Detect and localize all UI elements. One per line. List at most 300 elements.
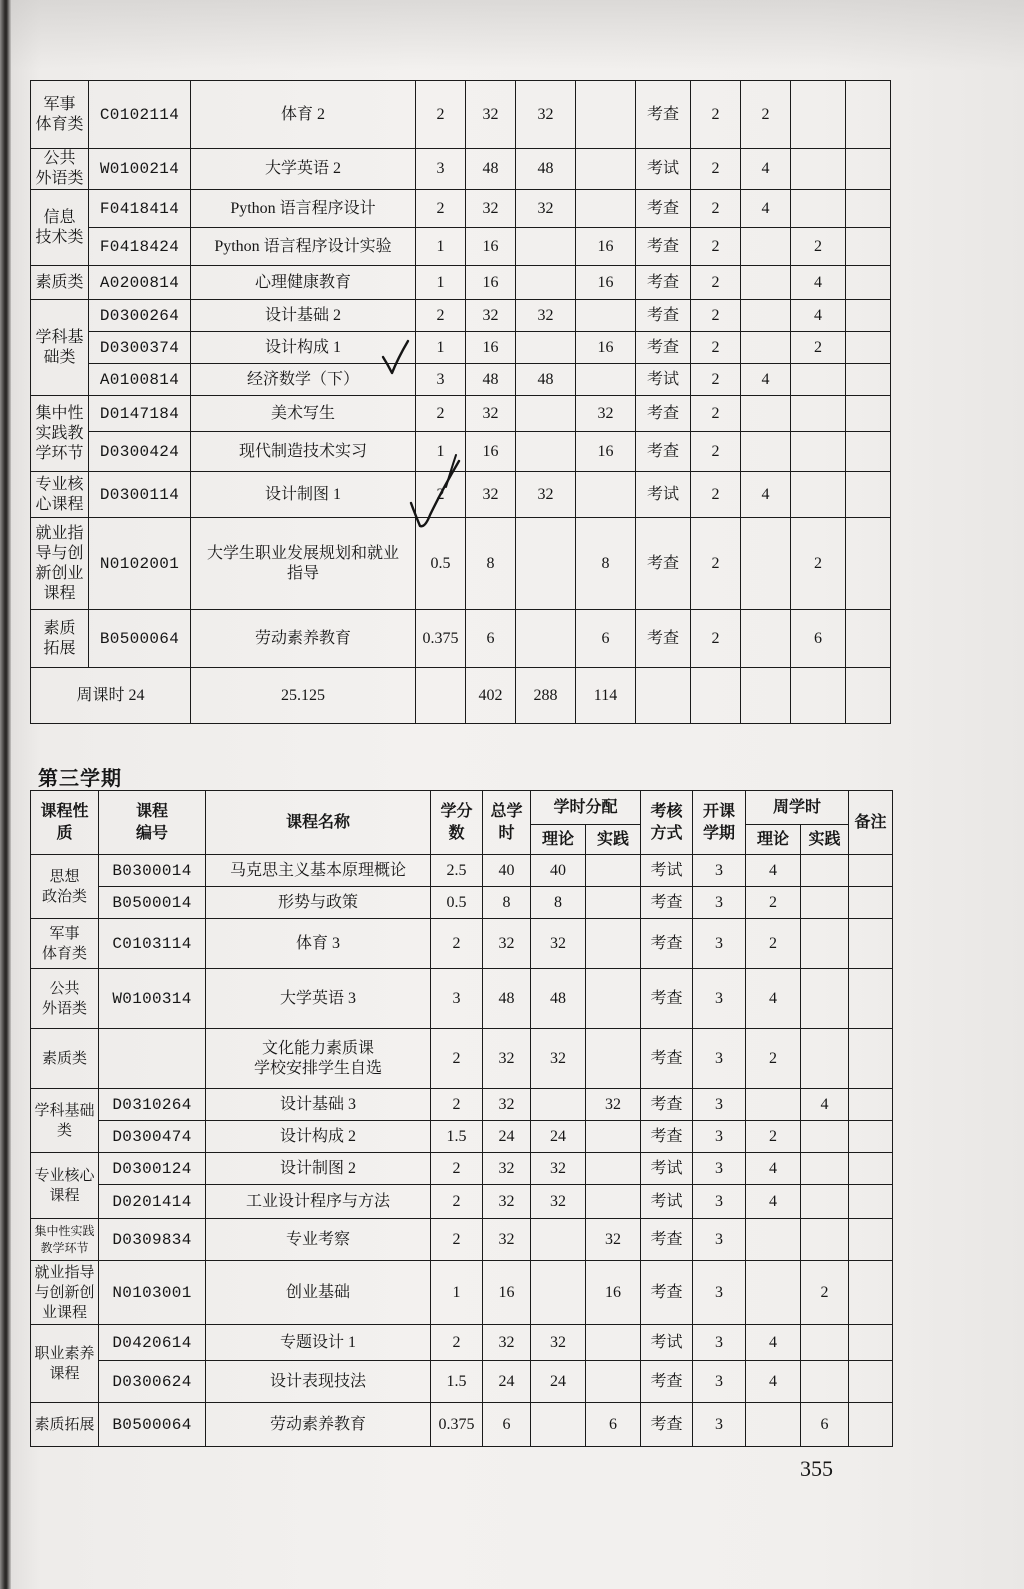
course-code-cell: N0102001 bbox=[89, 518, 191, 610]
theory-hours-cell: 32 bbox=[516, 300, 576, 332]
course-name-cell: 文化能力素质课 学校安排学生自选 bbox=[206, 1029, 431, 1089]
assessment-cell: 考试 bbox=[636, 364, 691, 396]
remark-cell bbox=[846, 332, 891, 364]
course-code-cell: D0300474 bbox=[99, 1121, 206, 1153]
course-row bbox=[31, 364, 891, 396]
credits-cell: 2 bbox=[431, 919, 483, 969]
total-hours-cell: 32 bbox=[466, 472, 516, 518]
assessment-cell: 考查 bbox=[636, 266, 691, 300]
weekly-theory-cell: 4 bbox=[741, 472, 791, 518]
theory-hours-cell: 24 bbox=[531, 1121, 586, 1153]
semester-3-heading: 第三学期 bbox=[38, 768, 122, 790]
theory-hours-cell bbox=[531, 1261, 586, 1325]
remark-cell bbox=[849, 969, 893, 1029]
weekly-practice-cell: 2 bbox=[791, 228, 846, 266]
assessment-cell: 考查 bbox=[636, 332, 691, 364]
assessment-cell: 考查 bbox=[636, 300, 691, 332]
course-category-cell: 就业指导 与创新创 业课程 bbox=[31, 1261, 99, 1325]
header-weekly-theory: 理论 bbox=[746, 825, 801, 855]
course-code-cell bbox=[99, 1029, 206, 1089]
weekly-theory-cell bbox=[741, 610, 791, 668]
course-name-cell: 工业设计程序与方法 bbox=[206, 1185, 431, 1219]
weekly-practice-cell bbox=[801, 1185, 849, 1219]
total-hours-cell: 16 bbox=[466, 228, 516, 266]
course-row bbox=[31, 919, 893, 969]
assessment-cell: 考试 bbox=[641, 1185, 693, 1219]
theory-hours-cell: 32 bbox=[531, 1029, 586, 1089]
semester-2-course-table bbox=[30, 80, 891, 724]
theory-hours-cell: 32 bbox=[516, 81, 576, 149]
practice-hours-cell bbox=[576, 149, 636, 190]
remark-cell bbox=[846, 610, 891, 668]
remark-cell bbox=[849, 1261, 893, 1325]
total-hours-cell: 8 bbox=[483, 887, 531, 919]
course-name-cell: 设计制图 2 bbox=[206, 1153, 431, 1185]
semester-cell: 3 bbox=[693, 969, 746, 1029]
course-code-cell: F0418424 bbox=[89, 228, 191, 266]
credits-cell: 1.5 bbox=[431, 1121, 483, 1153]
course-row bbox=[31, 1325, 893, 1361]
course-category-cell: 职业素养 课程 bbox=[31, 1325, 99, 1403]
course-category-cell: 集中性实践 教学环节 bbox=[31, 1219, 99, 1261]
practice-hours-cell: 16 bbox=[576, 332, 636, 364]
weekly-theory-cell bbox=[741, 332, 791, 364]
assessment-cell: 考试 bbox=[636, 149, 691, 190]
theory-hours-cell: 32 bbox=[531, 1325, 586, 1361]
assessment-cell: 考查 bbox=[641, 1121, 693, 1153]
course-category-cell: 信息 技术类 bbox=[31, 190, 89, 266]
weekly-practice-cell bbox=[801, 919, 849, 969]
course-name-cell: 大学英语 2 bbox=[191, 149, 416, 190]
theory-hours-cell bbox=[516, 266, 576, 300]
total-hours-cell: 48 bbox=[483, 969, 531, 1029]
practice-hours-cell bbox=[586, 1153, 641, 1185]
remark-cell bbox=[849, 1403, 893, 1447]
semester-cell: 2 bbox=[691, 228, 741, 266]
course-code-cell: D0300424 bbox=[89, 432, 191, 472]
header-course-code: 课程 编号 bbox=[99, 791, 206, 855]
practice-hours-cell bbox=[586, 1361, 641, 1403]
course-category-cell: 素质 拓展 bbox=[31, 610, 89, 668]
course-row bbox=[31, 1403, 893, 1447]
course-row bbox=[31, 81, 891, 149]
course-category-cell: 素质类 bbox=[31, 1029, 99, 1089]
course-name-cell: Python 语言程序设计实验 bbox=[191, 228, 416, 266]
header-total-hours: 总学 时 bbox=[483, 791, 531, 855]
course-row bbox=[31, 855, 893, 887]
total-hours-cell: 32 bbox=[483, 1219, 531, 1261]
total-hours-cell: 16 bbox=[466, 432, 516, 472]
credits-cell: 1 bbox=[416, 432, 466, 472]
credits-cell: 3 bbox=[416, 364, 466, 396]
semester-cell: 3 bbox=[693, 919, 746, 969]
course-name-cell: 设计制图 1 bbox=[191, 472, 416, 518]
assessment-cell: 考试 bbox=[641, 1153, 693, 1185]
credits-cell: 2 bbox=[431, 1029, 483, 1089]
theory-hours-cell bbox=[531, 1219, 586, 1261]
credits-cell: 2 bbox=[416, 472, 466, 518]
course-code-cell: C0102114 bbox=[89, 81, 191, 149]
remark-cell bbox=[846, 396, 891, 432]
theory-hours-cell bbox=[516, 432, 576, 472]
weekly-practice-cell: 2 bbox=[801, 1261, 849, 1325]
course-row bbox=[31, 1219, 893, 1261]
course-name-cell: 大学生职业发展规划和就业 指导 bbox=[191, 518, 416, 610]
course-row bbox=[31, 228, 891, 266]
practice-hours-cell: 32 bbox=[586, 1219, 641, 1261]
assessment-cell: 考查 bbox=[641, 969, 693, 1029]
assessment-cell: 考查 bbox=[636, 228, 691, 266]
assessment-cell: 考查 bbox=[641, 1219, 693, 1261]
semester-cell: 3 bbox=[693, 1325, 746, 1361]
remark-cell bbox=[849, 1029, 893, 1089]
assessment-cell: 考查 bbox=[641, 1361, 693, 1403]
semester-cell: 2 bbox=[691, 432, 741, 472]
assessment-cell: 考查 bbox=[641, 1089, 693, 1121]
weekly-theory-cell: 2 bbox=[746, 919, 801, 969]
semester-3-course-table bbox=[30, 790, 893, 1447]
weekly-theory-cell: 4 bbox=[746, 1325, 801, 1361]
practice-hours-cell bbox=[576, 300, 636, 332]
weekly-practice-cell bbox=[801, 1029, 849, 1089]
course-code-cell: F0418414 bbox=[89, 190, 191, 228]
course-row bbox=[31, 266, 891, 300]
total-hours-cell: 16 bbox=[466, 332, 516, 364]
course-code-cell: B0500014 bbox=[99, 887, 206, 919]
semester-cell: 2 bbox=[691, 518, 741, 610]
credits-cell: 1 bbox=[431, 1261, 483, 1325]
practice-hours-cell: 6 bbox=[586, 1403, 641, 1447]
weekly-practice-cell bbox=[801, 1361, 849, 1403]
practice-hours-sum: 114 bbox=[576, 668, 636, 724]
course-code-cell: D0310264 bbox=[99, 1089, 206, 1121]
semester-cell: 2 bbox=[691, 149, 741, 190]
header-row bbox=[31, 791, 893, 825]
course-category-cell: 学科基础 类 bbox=[31, 1089, 99, 1153]
header-allocation-practice: 实践 bbox=[586, 825, 641, 855]
weekly-theory-cell: 2 bbox=[746, 1029, 801, 1089]
semester-cell: 3 bbox=[693, 1219, 746, 1261]
total-hours-cell: 24 bbox=[483, 1361, 531, 1403]
weekly-theory-cell: 2 bbox=[741, 81, 791, 149]
book-spine-edge bbox=[0, 0, 11, 1589]
semester-cell: 3 bbox=[693, 1403, 746, 1447]
total-hours-cell: 32 bbox=[483, 1185, 531, 1219]
assessment-cell: 考查 bbox=[641, 919, 693, 969]
course-code-cell: A0100814 bbox=[89, 364, 191, 396]
theory-hours-cell: 40 bbox=[531, 855, 586, 887]
semester-cell: 2 bbox=[691, 332, 741, 364]
credits-cell: 3 bbox=[416, 149, 466, 190]
header-hour-allocation: 学时分配 bbox=[531, 791, 641, 825]
theory-hours-cell bbox=[531, 1403, 586, 1447]
remark-cell bbox=[849, 1325, 893, 1361]
credits-total: 25.125 bbox=[191, 668, 416, 724]
assessment-cell: 考试 bbox=[641, 855, 693, 887]
assessment-cell: 考查 bbox=[636, 518, 691, 610]
header-weekly-practice: 实践 bbox=[801, 825, 849, 855]
weekly-practice-cell: 2 bbox=[791, 332, 846, 364]
remark-cell bbox=[849, 1121, 893, 1153]
credits-cell: 1 bbox=[416, 332, 466, 364]
practice-hours-cell: 32 bbox=[586, 1089, 641, 1121]
total-hours-cell: 8 bbox=[466, 518, 516, 610]
header-course-category: 课程性质 bbox=[31, 791, 99, 855]
theory-hours-cell bbox=[516, 332, 576, 364]
theory-hours-sum: 288 bbox=[516, 668, 576, 724]
course-code-cell: B0500064 bbox=[89, 610, 191, 668]
total-hours-cell: 16 bbox=[466, 266, 516, 300]
semester-cell: 3 bbox=[693, 1121, 746, 1153]
total-empty-cell bbox=[636, 668, 691, 724]
weekly-theory-cell: 4 bbox=[746, 969, 801, 1029]
course-code-cell: A0200814 bbox=[89, 266, 191, 300]
weekly-theory-cell bbox=[746, 1219, 801, 1261]
header-credits: 学分 数 bbox=[431, 791, 483, 855]
total-hours-cell: 32 bbox=[483, 1325, 531, 1361]
course-code-cell: D0420614 bbox=[99, 1325, 206, 1361]
remark-cell bbox=[849, 1185, 893, 1219]
course-code-cell: D0309834 bbox=[99, 1219, 206, 1261]
remark-cell bbox=[846, 266, 891, 300]
semester-cell: 2 bbox=[691, 300, 741, 332]
assessment-cell: 考查 bbox=[636, 81, 691, 149]
weekly-theory-cell bbox=[741, 432, 791, 472]
practice-hours-cell: 8 bbox=[576, 518, 636, 610]
theory-hours-cell: 32 bbox=[531, 1153, 586, 1185]
assessment-cell: 考查 bbox=[641, 887, 693, 919]
theory-hours-cell: 32 bbox=[531, 1185, 586, 1219]
remark-cell bbox=[846, 300, 891, 332]
total-hours-cell: 32 bbox=[483, 1029, 531, 1089]
semester-cell: 3 bbox=[693, 1261, 746, 1325]
total-hours-cell: 24 bbox=[483, 1121, 531, 1153]
total-hours-cell: 16 bbox=[483, 1261, 531, 1325]
semester-3-course-rows bbox=[31, 855, 893, 1447]
weekly-theory-cell bbox=[741, 266, 791, 300]
course-row bbox=[31, 190, 891, 228]
weekly-theory-cell: 4 bbox=[746, 1361, 801, 1403]
course-row bbox=[31, 1185, 893, 1219]
credits-cell: 2 bbox=[431, 1153, 483, 1185]
practice-hours-cell: 16 bbox=[586, 1261, 641, 1325]
assessment-cell: 考试 bbox=[641, 1325, 693, 1361]
weekly-practice-cell bbox=[801, 1219, 849, 1261]
weekly-theory-cell: 2 bbox=[746, 887, 801, 919]
weekly-practice-cell: 2 bbox=[791, 518, 846, 610]
course-row bbox=[31, 518, 891, 610]
course-row bbox=[31, 1153, 893, 1185]
remark-cell bbox=[849, 919, 893, 969]
assessment-cell: 考试 bbox=[636, 472, 691, 518]
remark-cell bbox=[849, 1089, 893, 1121]
assessment-cell: 考查 bbox=[636, 432, 691, 472]
course-name-cell: 体育 2 bbox=[191, 81, 416, 149]
weekly-theory-cell bbox=[746, 1261, 801, 1325]
practice-hours-cell: 6 bbox=[576, 610, 636, 668]
semester-cell: 2 bbox=[691, 364, 741, 396]
course-row bbox=[31, 472, 891, 518]
remark-cell bbox=[849, 887, 893, 919]
course-name-cell: 劳动素养教育 bbox=[191, 610, 416, 668]
credits-cell: 1 bbox=[416, 266, 466, 300]
theory-hours-cell: 8 bbox=[531, 887, 586, 919]
credits-cell: 0.5 bbox=[431, 887, 483, 919]
total-hours-cell: 32 bbox=[466, 300, 516, 332]
credits-cell: 2 bbox=[416, 81, 466, 149]
weekly-practice-cell: 4 bbox=[791, 266, 846, 300]
weekly-theory-cell: 4 bbox=[741, 364, 791, 396]
total-empty-cell bbox=[791, 668, 846, 724]
theory-hours-cell: 32 bbox=[516, 190, 576, 228]
course-code-cell: D0300374 bbox=[89, 332, 191, 364]
weekly-theory-cell: 4 bbox=[746, 1153, 801, 1185]
total-hours-cell: 32 bbox=[466, 396, 516, 432]
course-name-cell: 设计基础 3 bbox=[206, 1089, 431, 1121]
assessment-cell: 考查 bbox=[641, 1261, 693, 1325]
course-name-cell: 设计表现技法 bbox=[206, 1361, 431, 1403]
semester-cell: 3 bbox=[693, 1361, 746, 1403]
assessment-cell: 考查 bbox=[636, 610, 691, 668]
page-top-shading bbox=[11, 0, 1024, 70]
remark-cell bbox=[846, 364, 891, 396]
credits-cell: 0.375 bbox=[416, 610, 466, 668]
weekly-theory-cell: 4 bbox=[741, 190, 791, 228]
total-empty-cell bbox=[691, 668, 741, 724]
course-category-cell: 军事 体育类 bbox=[31, 919, 99, 969]
semester-cell: 3 bbox=[693, 855, 746, 887]
weekly-theory-cell bbox=[741, 396, 791, 432]
theory-hours-cell: 48 bbox=[531, 969, 586, 1029]
weekly-theory-cell bbox=[741, 228, 791, 266]
course-category-cell: 专业核心 课程 bbox=[31, 1153, 99, 1219]
total-hours-cell: 40 bbox=[483, 855, 531, 887]
weekly-practice-cell bbox=[791, 81, 846, 149]
weekly-theory-cell: 2 bbox=[746, 1121, 801, 1153]
credits-cell: 2 bbox=[416, 300, 466, 332]
header-semester: 开课 学期 bbox=[693, 791, 746, 855]
semester-3-table-header bbox=[31, 791, 893, 855]
course-category-cell: 公共 外语类 bbox=[31, 149, 89, 190]
course-code-cell: B0500064 bbox=[99, 1403, 206, 1447]
remark-cell bbox=[846, 190, 891, 228]
weekly-practice-cell bbox=[801, 887, 849, 919]
weekly-theory-cell: 4 bbox=[741, 149, 791, 190]
course-row bbox=[31, 610, 891, 668]
course-name-cell: 劳动素养教育 bbox=[206, 1403, 431, 1447]
course-name-cell: 专业考察 bbox=[206, 1219, 431, 1261]
weekly-practice-cell bbox=[791, 364, 846, 396]
remark-cell bbox=[849, 1219, 893, 1261]
weekly-theory-cell bbox=[746, 1403, 801, 1447]
weekly-theory-cell: 4 bbox=[746, 1185, 801, 1219]
course-category-cell: 军事 体育类 bbox=[31, 81, 89, 149]
total-hours-cell: 32 bbox=[466, 81, 516, 149]
theory-hours-cell: 48 bbox=[516, 149, 576, 190]
credits-cell: 2 bbox=[416, 190, 466, 228]
total-hours-cell: 32 bbox=[483, 1089, 531, 1121]
course-category-cell: 素质拓展 bbox=[31, 1403, 99, 1447]
course-name-cell: 设计构成 2 bbox=[206, 1121, 431, 1153]
practice-hours-cell: 32 bbox=[576, 396, 636, 432]
course-code-cell: D0147184 bbox=[89, 396, 191, 432]
weekly-practice-cell bbox=[801, 969, 849, 1029]
theory-hours-cell bbox=[516, 610, 576, 668]
course-name-cell: 设计构成 1 bbox=[191, 332, 416, 364]
course-name-cell: 形势与政策 bbox=[206, 887, 431, 919]
semester-cell: 2 bbox=[691, 610, 741, 668]
header-assessment: 考核 方式 bbox=[641, 791, 693, 855]
total-hours-cell: 32 bbox=[466, 190, 516, 228]
credits-cell: 1.5 bbox=[431, 1361, 483, 1403]
course-name-cell: Python 语言程序设计 bbox=[191, 190, 416, 228]
credits-cell: 1 bbox=[416, 228, 466, 266]
remark-cell bbox=[846, 81, 891, 149]
weekly-practice-cell bbox=[791, 432, 846, 472]
assessment-cell: 考查 bbox=[636, 396, 691, 432]
weekly-practice-cell bbox=[791, 190, 846, 228]
total-hours-cell: 32 bbox=[483, 919, 531, 969]
weekly-practice-cell bbox=[791, 472, 846, 518]
credits-cell: 2 bbox=[431, 1185, 483, 1219]
semester-cell: 2 bbox=[691, 81, 741, 149]
total-empty-cell bbox=[416, 668, 466, 724]
header-allocation-theory: 理论 bbox=[531, 825, 586, 855]
total-hours-cell: 6 bbox=[466, 610, 516, 668]
semester-2-course-rows bbox=[31, 81, 891, 668]
course-name-cell: 美术写生 bbox=[191, 396, 416, 432]
course-row bbox=[31, 332, 891, 364]
weekly-practice-cell bbox=[801, 1121, 849, 1153]
practice-hours-cell bbox=[576, 190, 636, 228]
course-row bbox=[31, 300, 891, 332]
course-code-cell: D0300264 bbox=[89, 300, 191, 332]
course-code-cell: W0100314 bbox=[99, 969, 206, 1029]
remark-cell bbox=[849, 1153, 893, 1185]
course-category-cell: 公共 外语类 bbox=[31, 969, 99, 1029]
semester-cell: 3 bbox=[693, 1185, 746, 1219]
total-hours-sum: 402 bbox=[466, 668, 516, 724]
semester-cell: 3 bbox=[693, 1029, 746, 1089]
total-hours-cell: 6 bbox=[483, 1403, 531, 1447]
practice-hours-cell: 16 bbox=[576, 266, 636, 300]
practice-hours-cell bbox=[576, 81, 636, 149]
practice-hours-cell bbox=[586, 919, 641, 969]
practice-hours-cell bbox=[576, 472, 636, 518]
weekly-practice-cell bbox=[791, 396, 846, 432]
semester-cell: 3 bbox=[693, 887, 746, 919]
course-code-cell: B0300014 bbox=[99, 855, 206, 887]
theory-hours-cell bbox=[516, 228, 576, 266]
credits-cell: 2 bbox=[431, 1089, 483, 1121]
course-category-cell: 学科基 础类 bbox=[31, 300, 89, 396]
header-weekly-hours: 周学时 bbox=[746, 791, 849, 825]
total-hours-cell: 48 bbox=[466, 149, 516, 190]
practice-hours-cell bbox=[586, 887, 641, 919]
practice-hours-cell bbox=[586, 1029, 641, 1089]
weekly-practice-cell: 6 bbox=[801, 1403, 849, 1447]
assessment-cell: 考查 bbox=[636, 190, 691, 228]
remark-cell bbox=[846, 472, 891, 518]
course-row bbox=[31, 396, 891, 432]
course-name-cell: 现代制造技术实习 bbox=[191, 432, 416, 472]
theory-hours-cell: 48 bbox=[516, 364, 576, 396]
practice-hours-cell: 16 bbox=[576, 228, 636, 266]
practice-hours-cell: 16 bbox=[576, 432, 636, 472]
credits-cell: 2 bbox=[431, 1219, 483, 1261]
weekly-theory-cell: 4 bbox=[746, 855, 801, 887]
course-row bbox=[31, 1121, 893, 1153]
